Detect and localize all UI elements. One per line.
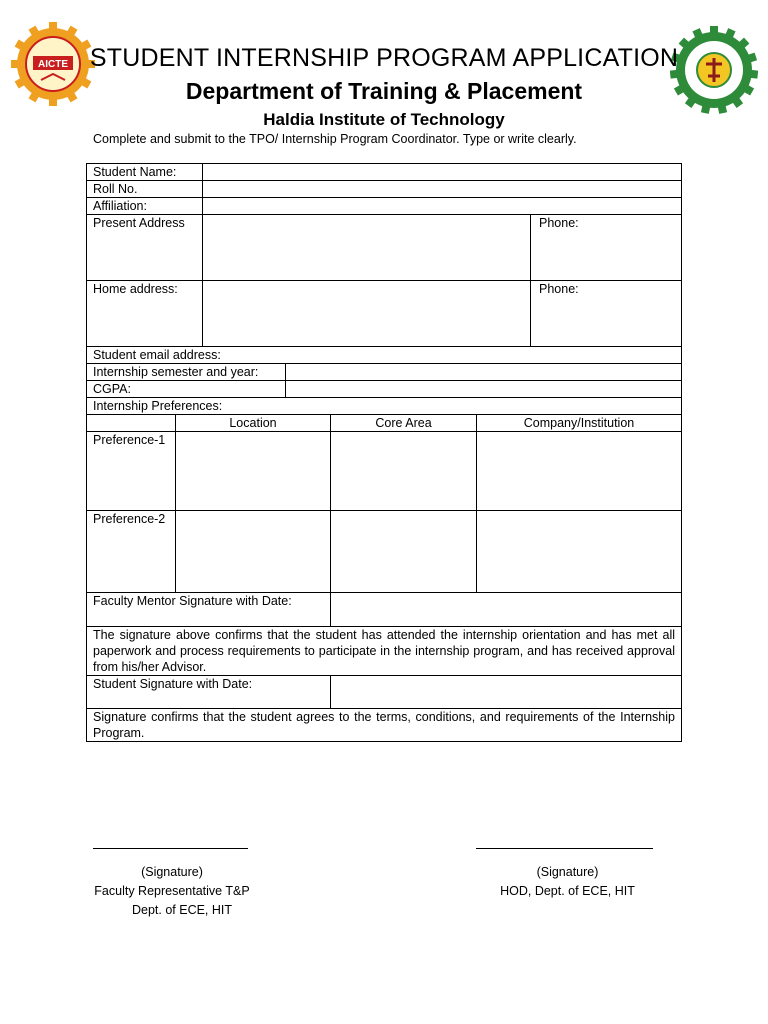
present-address-field[interactable] [203, 215, 530, 280]
left-signature-label: (Signature) [141, 865, 203, 879]
home-address-field[interactable] [203, 281, 530, 346]
present-address-label: Present Address [93, 216, 185, 230]
semester-year-field[interactable] [286, 364, 681, 380]
department-title: Department of Training & Placement [185, 78, 583, 104]
affiliation-label: Affiliation: [93, 199, 147, 213]
student-note: Signature confirms that the student agrees to the terms, conditions, and requirements of the Internship Program. [93, 710, 675, 740]
preference-1-label: Preference-1 [93, 433, 166, 447]
email-field[interactable] [237, 347, 681, 363]
home-address-label: Home address: [93, 282, 178, 296]
pref1-location-field[interactable] [176, 432, 330, 510]
svg-text:AICTE: AICTE [38, 59, 68, 70]
faculty-note: The signature above confirms that the student has attended the internship orientation and has met all paperwork and process requirements to participate in the internship program, and has received approval from his/her Advisor. [93, 628, 675, 674]
student-name-label: Student Name: [93, 165, 177, 179]
roll-no-field[interactable] [203, 181, 681, 197]
roll-no-label: Roll No. [93, 182, 138, 196]
instructions-text: Complete and submit to the TPO/ Internship Program Coordinator. Type or write clearly. [93, 132, 577, 146]
pref1-core-area-field[interactable] [331, 432, 476, 510]
pref2-location-field[interactable] [176, 511, 330, 592]
phone-label-2: Phone: [539, 282, 579, 296]
phone-field-2[interactable] [531, 297, 681, 346]
preferences-label: Internship Preferences: [93, 399, 223, 413]
student-name-field[interactable] [203, 164, 681, 180]
pref1-company-field[interactable] [477, 432, 681, 510]
faculty-signature-field[interactable] [331, 593, 681, 626]
pref2-core-area-field[interactable] [331, 511, 476, 592]
right-signature-label: (Signature) [536, 865, 599, 879]
cgpa-field[interactable] [286, 381, 681, 397]
right-signature-line [476, 848, 653, 849]
student-signature-field[interactable] [331, 676, 681, 708]
col-core-area: Core Area [375, 416, 432, 430]
left-signature-line [93, 848, 248, 849]
pref2-company-field[interactable] [477, 511, 681, 592]
application-form [86, 163, 682, 742]
col-company: Company/Institution [523, 416, 635, 430]
left-signature-role: Faculty Representative T&P [94, 884, 250, 898]
form-title: STUDENT INTERNSHIP PROGRAM APPLICATION [89, 44, 679, 72]
semester-year-label: Internship semester and year: [93, 365, 259, 379]
student-signature-label: Student Signature with Date: [93, 677, 253, 691]
col-location: Location [229, 416, 277, 430]
faculty-signature-label: Faculty Mentor Signature with Date: [93, 594, 292, 608]
cgpa-label: CGPA: [93, 382, 131, 396]
right-signature-role: HOD, Dept. of ECE, HIT [500, 884, 635, 898]
email-label: Student email address: [93, 348, 221, 362]
left-signature-dept: Dept. of ECE, HIT [131, 903, 233, 917]
phone-label-1: Phone: [539, 216, 579, 230]
institute-name: Haldia Institute of Technology [263, 110, 505, 129]
affiliation-field[interactable] [203, 198, 681, 214]
phone-field-1[interactable] [531, 231, 681, 280]
preference-2-label: Preference-2 [93, 512, 166, 526]
